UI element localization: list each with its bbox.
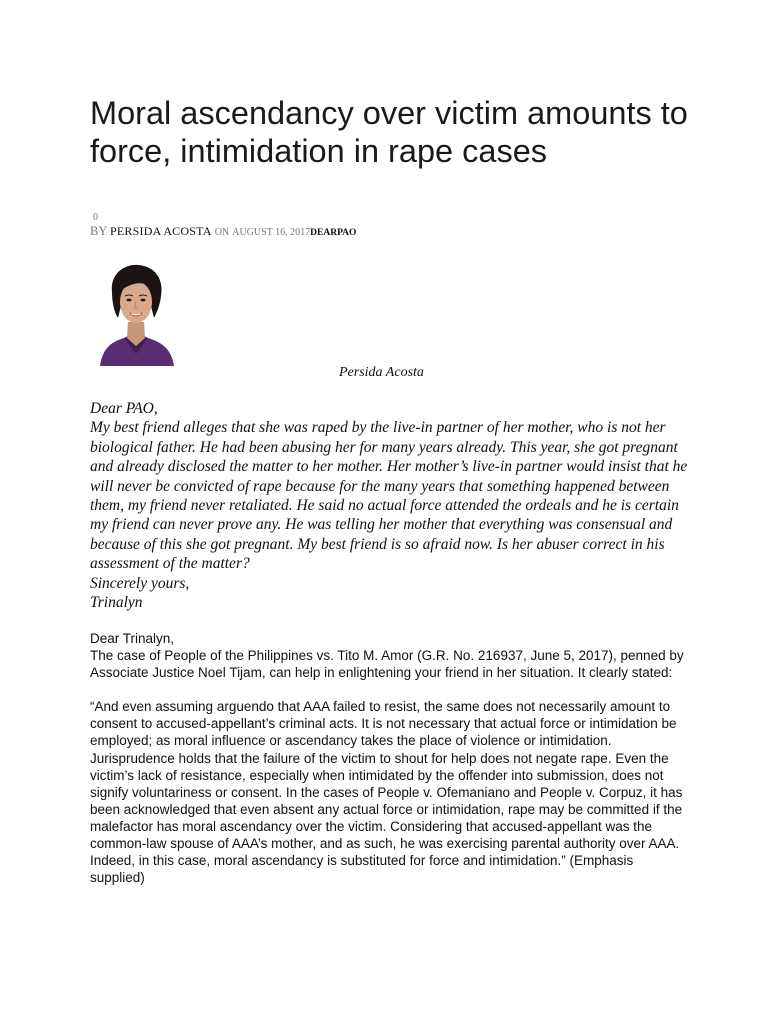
author-link[interactable]: PERSIDA ACOSTA [110, 224, 212, 238]
photo-caption: Persida Acosta [339, 365, 424, 380]
article-title: Moral ascendancy over victim amounts to force, intimidation in rape cases [90, 95, 688, 169]
pao-reply [90, 630, 690, 886]
letter-salutation: Dear PAO, [90, 400, 158, 417]
author-portrait-icon [98, 262, 174, 366]
reader-letter [90, 399, 690, 612]
paragraph-gap [90, 681, 690, 698]
category-link[interactable]: DEARPAO [310, 228, 357, 238]
reply-salutation: Dear Trinalyn, [90, 631, 175, 646]
reply-quote: “And even assuming arguendo that AAA failed to resist, the same does not necessarily amount to consent to accused-appellant’s criminal acts. It is not necessary that actual force or intimidation be employed; as moral influence or ascendancy takes the place of violence or intimidation. Jurisprudence holds that the failure of the victim to shout for help does not negate rape. Even the victim’s lack of resistance, especially when intimidated by the offender into submission, does not signify voluntariness or consent. In the cases of People v. Ofemaniano and People v. Corpuz, it has been acknowledged that even absent any actual force or intimidation, rape may be committed if the malefactor has moral ascendancy over the victim. Considering that accused-appellant was the common-law spouse of AAA’s mother, and as such, he was exercising parental authority over AAA. Indeed, in this case, moral ascendancy is substituted for force and intimidation.” (Emphasis supplied) [90, 699, 683, 886]
letter-signature: Trinalyn [90, 594, 143, 612]
letter-body: My best friend alleges that she was raped by the live-in partner of her mother, who is not her biological father. He had been abusing her for many years already. This year, she got pregnant and already disclosed the matter to her mother. Her mother’s live-in partner would insist that he will never be convicted of rape because for the many years that something happened between them, my friend never retaliated. He said no actual force attended the ordeals and he is certain my friend can never prove any. He was telling her mother that everything was consensual and because of this she got pregnant. My best friend is so afraid now. Is her abuser correct in his assessment of the matter? [90, 419, 688, 573]
letter-closing: Sincerely yours, [90, 574, 190, 592]
comment-count[interactable]: 0 [93, 212, 98, 223]
reply-intro: The case of People of the Philippines vs. Tito M. Amor (G.R. No. 216937, June 5, 2017), penned by Associate Justice Noel Tijam, can help in enlightening your friend in her situation. It clearly stated: [90, 648, 684, 681]
byline-on: ON [214, 227, 230, 238]
publish-date: AUGUST 16, 2017 [232, 227, 311, 238]
byline [90, 224, 356, 239]
byline-by: BY [90, 224, 107, 238]
